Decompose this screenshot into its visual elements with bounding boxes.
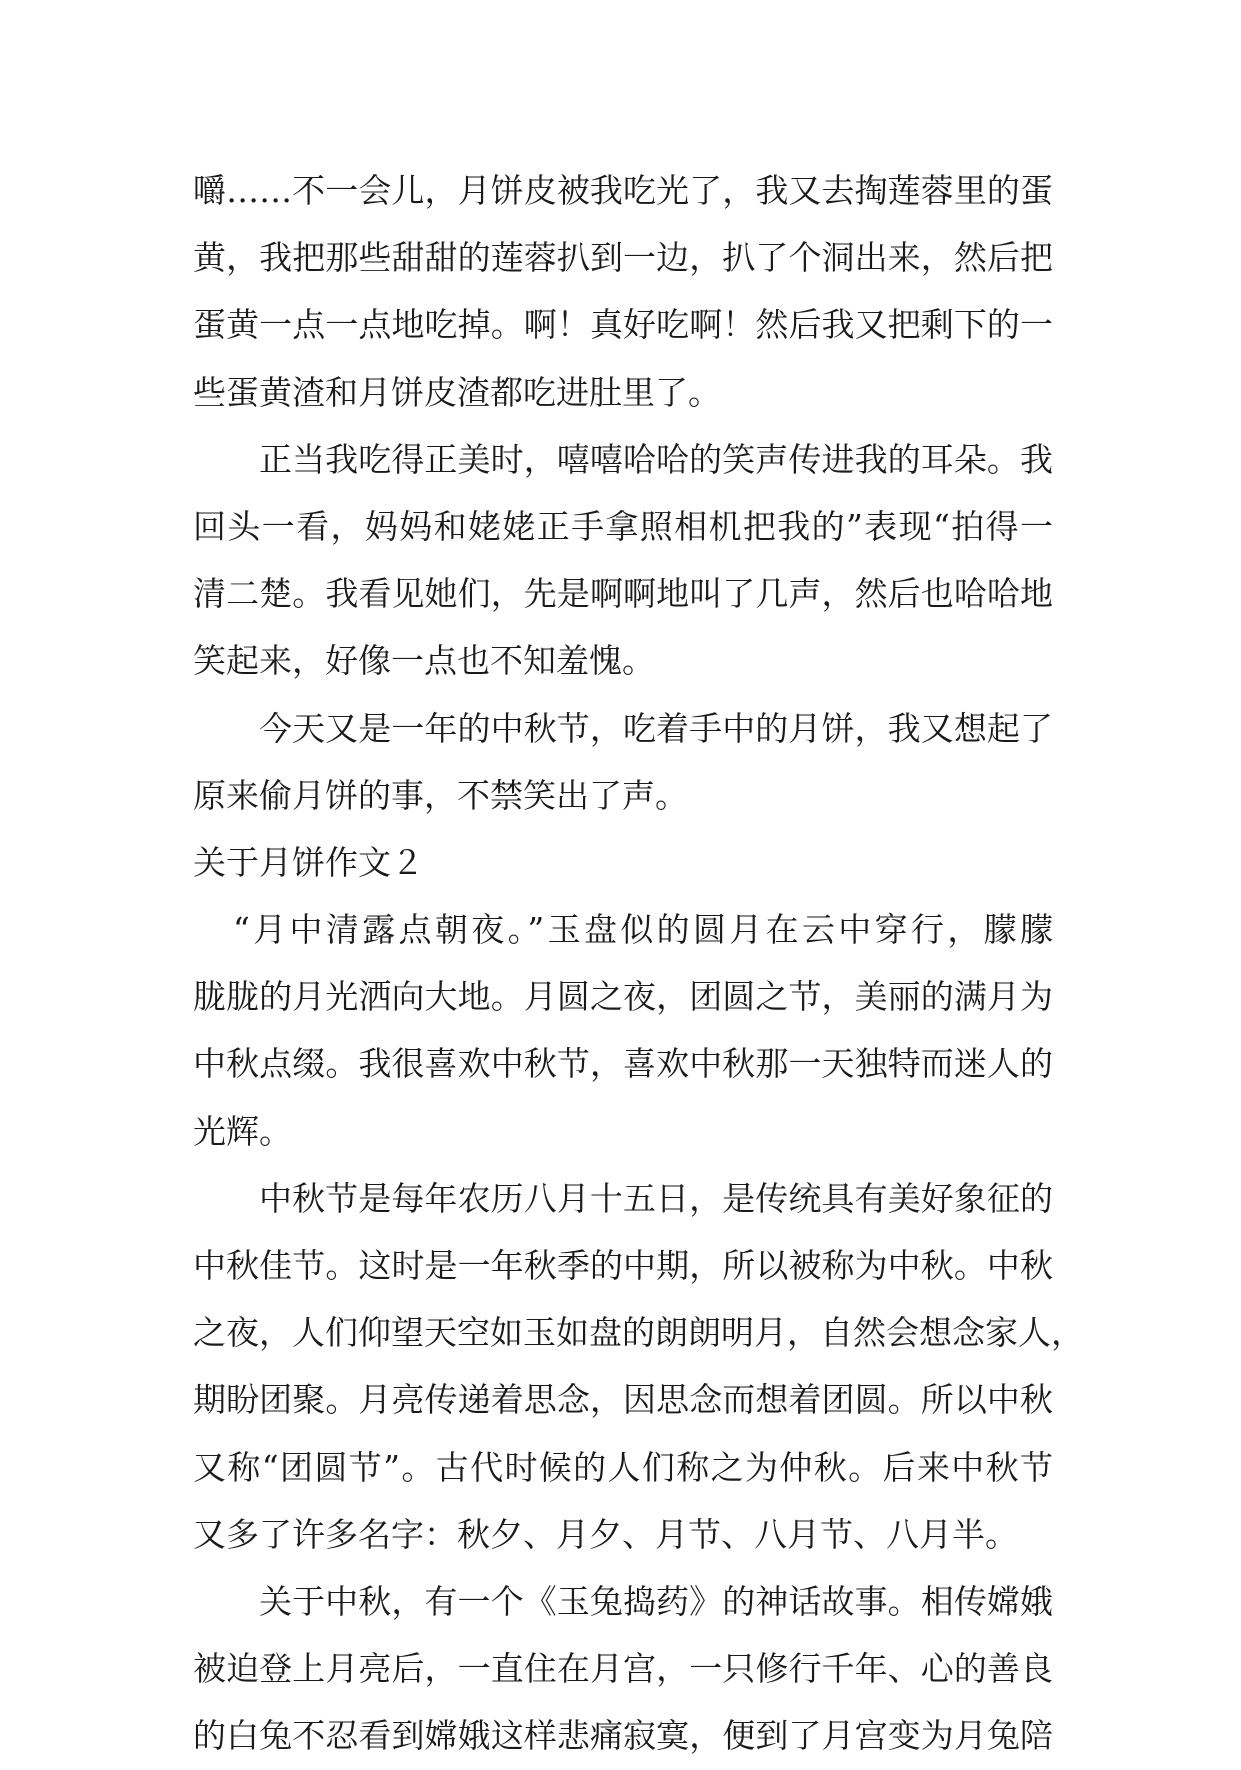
text-line: 中秋佳节。这时是一年秋季的中期，所以被称为中秋。中秋 bbox=[193, 1246, 1053, 1285]
text-line: 清二楚。我看见她们，先是啊啊地叫了几声，然后也哈哈地 bbox=[193, 574, 1053, 614]
paragraph bbox=[193, 896, 1053, 1165]
paragraph bbox=[193, 1165, 1084, 1568]
text-line: 原来偷月饼的事，不禁笑出了声。 bbox=[193, 775, 688, 815]
text-line: 被迫登上月亮后，一直住在月宫，一只修行千年、心的善良 bbox=[193, 1649, 1053, 1689]
text-line: 光辉。 bbox=[193, 1111, 292, 1151]
text-line: “月中清露点朝夜。”玉盘似的圆月在云中穿行，朦朦 bbox=[233, 910, 1053, 950]
text-line: 黄，我把那些甜甜的莲蓉扒到一边，扒了个洞出来，然后把 bbox=[193, 238, 1053, 278]
paragraph bbox=[193, 157, 1053, 426]
paragraph bbox=[193, 695, 1053, 829]
text-line: 又称“团圆节”。古代时候的人们称之为仲秋。后来中秋节 bbox=[193, 1447, 1053, 1487]
text-line: 回头一看，妈妈和姥姥正手拿照相机把我的”表现“拍得一 bbox=[193, 506, 1053, 546]
paragraph bbox=[193, 426, 1053, 695]
text-line: 些蛋黄渣和月饼皮渣都吃进肚里了。 bbox=[193, 372, 721, 412]
text-line: 嚼……不一会儿，月饼皮被我吃光了，我又去掏莲蓉里的蛋 bbox=[193, 171, 1053, 210]
text-line: 蛋黄一点一点地吃掉。啊！真好吃啊！然后我又把剩下的一 bbox=[193, 305, 1053, 345]
text-line: 期盼团聚。月亮传递着思念，因思念而想着团圆。所以中秋 bbox=[193, 1380, 1053, 1420]
text-line: 笑起来，好像一点也不知羞愧。 bbox=[193, 641, 655, 681]
text-line: 之夜，人们仰望天空如玉如盘的朗朗明月，自然会想念家人， bbox=[193, 1313, 1084, 1353]
text-line: 今天又是一年的中秋节，吃着手中的月饼，我又想起了 bbox=[259, 708, 1053, 748]
text-line: 又多了许多名字：秋夕、月夕、月节、八月节、八月半。 bbox=[193, 1514, 1018, 1554]
document-body bbox=[193, 157, 1084, 1770]
text-line: 胧胧的月光洒向大地。月圆之夜，团圆之节，美丽的满月为 bbox=[193, 977, 1053, 1017]
text-line: 正当我吃得正美时，嘻嘻哈哈的笑声传进我的耳朵。我 bbox=[259, 439, 1053, 479]
paragraph bbox=[193, 1568, 1053, 1770]
text-line: 中秋点缀。我很喜欢中秋节，喜欢中秋那一天独特而迷人的 bbox=[193, 1044, 1053, 1084]
text-line: 关于中秋，有一个《玉兔捣药》的神话故事。相传嫦娥 bbox=[259, 1581, 1053, 1621]
section-heading: 关于月饼作文２ bbox=[193, 842, 424, 882]
text-line: 的白兔不忍看到嫦娥这样悲痛寂寞，便到了月宫变为月兔陪 bbox=[193, 1716, 1053, 1756]
text-line: 中秋节是每年农历八月十五日，是传统具有美好象征的 bbox=[259, 1178, 1053, 1218]
